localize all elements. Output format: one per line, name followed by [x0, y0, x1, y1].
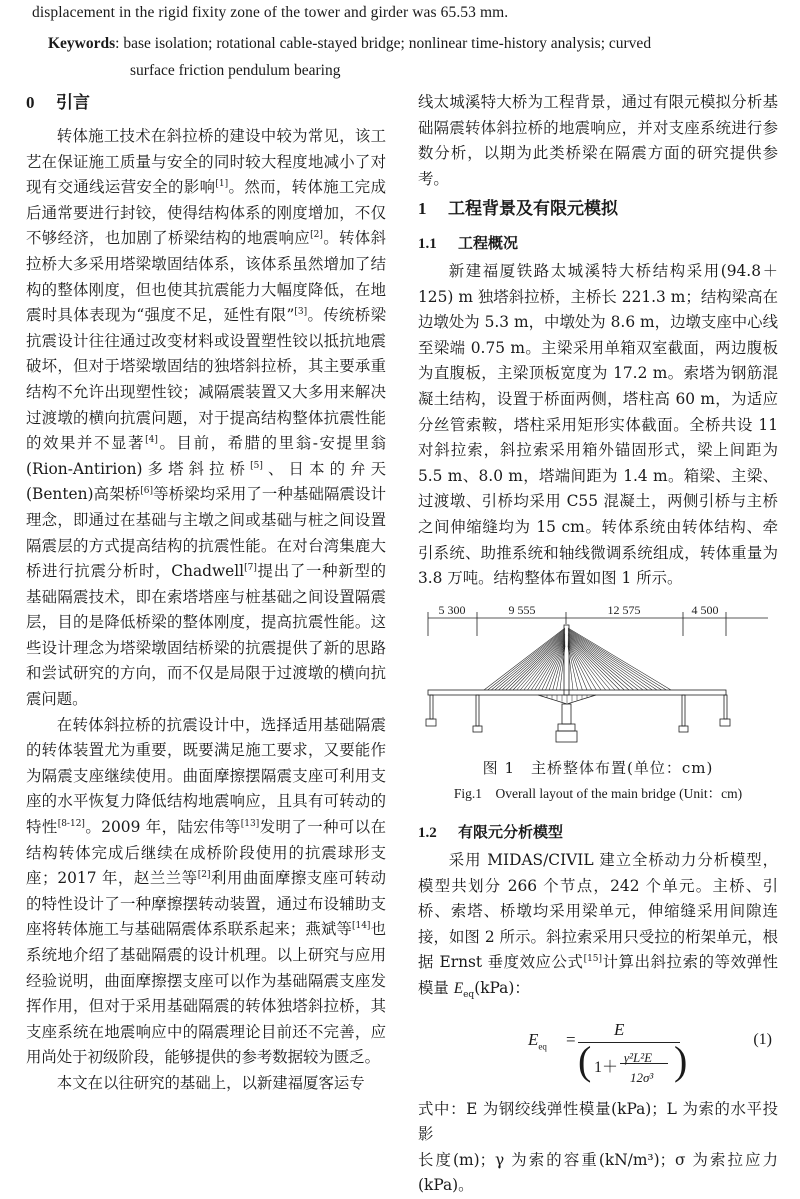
keywords-sep: :: [115, 35, 120, 52]
side-pier: [430, 695, 433, 719]
dimension-label: 12 575: [607, 602, 641, 617]
left-column: [26, 90, 386, 1097]
subsection-1-1-heading: [418, 230, 778, 257]
stay-cable: [568, 631, 652, 690]
subsection-1-2-heading: [418, 819, 778, 846]
transition-pier: [682, 695, 685, 726]
diaphragm-ticks: [542, 695, 592, 703]
where-line-1: 式中：E 为钢绞线弹性模量(kPa)；L 为索的水平投影: [418, 1099, 778, 1144]
citation: [8-12]: [57, 818, 85, 829]
pier-cap: [558, 724, 575, 731]
section-number: 1: [418, 199, 427, 218]
subsection-title: 有限元分析模型: [458, 822, 564, 841]
text-run: 采用 MIDAS/CIVIL 建立全桥动力分析模型，模型共划分 266 个节点，242 个单元。主桥、引桥、索塔、桥墩均采用梁单元，伸缩缝采用间隙连接，如图 2 所示。斜拉索采用只受拉的桁架单元，根据 Ernst 垂度效应公式: [418, 850, 778, 972]
citation: [3]: [294, 307, 308, 318]
fraction-bar: [578, 1042, 680, 1043]
text-run: 等桥梁均采用了一种基础隔震设计理念，即通过在基础与主墩之间或基础与桩之间设置隔震层的方式提高结构的抗震性能。在对台湾集鹿大桥进行抗震分析时，Chadwell: [26, 485, 386, 581]
section-title: 工程背景及有限元模拟: [448, 199, 618, 219]
formula-equals: =: [566, 1029, 576, 1049]
stay-cable: [568, 632, 648, 690]
stay-cable: [513, 635, 565, 690]
left-paren: (: [578, 1037, 592, 1083]
main-foundation: [556, 731, 577, 742]
figure-1-bridge-layout: [418, 602, 788, 752]
citation: [4]: [145, 435, 158, 445]
dimension-label: 9 555: [508, 602, 536, 617]
right-column: [418, 196, 778, 1199]
stay-cable: [568, 636, 624, 689]
subsection-title: 工程概况: [458, 234, 519, 252]
right-paren: ): [674, 1037, 688, 1083]
subsection-number: 1.1: [418, 236, 437, 252]
pier-footing: [679, 726, 688, 732]
inner-denominator: 12σ³: [630, 1069, 654, 1085]
transition-pier: [476, 695, 479, 726]
text-run: 。传统桥梁抗震设计往往通过改变材料或设置塑性铰以抵抗地震破坏，但对于塔梁墩固结的独塔斜拉桥，其主要承重结构不允许出现塑性铰；减隔震装置又大多用来解决过渡墩的横向抗震问题，对于提高结构整体抗震性能的效果并不显著: [26, 306, 386, 453]
citation: [7]: [244, 562, 257, 573]
intro-paragraph-1: [26, 124, 386, 713]
figure-1-caption-cn: 图 1 主桥整体布置(单位：cm): [482, 758, 714, 777]
text-run: 也系统地介绍了基础隔震的设计机理。以上研究与应用经验说明，曲面摩擦摆支座可以作为基础隔震支座发挥作用，但对于采用基础隔震的转体独塔斜拉桥，其支座系统在地震响应中的隔震理论目前还不完善，应用尚处于初级阶段，能够提供的参考数据较为匮乏。: [26, 920, 386, 1067]
equation-number: (1): [753, 1030, 772, 1048]
pier-footing: [720, 719, 730, 726]
text-run: 。目前，希腊的里翁-安提里翁(Rion-Antirion)多塔斜拉桥: [26, 434, 386, 478]
subsection-number: 1.2: [418, 824, 437, 841]
intro-paragraph-2: [26, 713, 386, 1071]
keywords: [48, 30, 778, 84]
formula-lhs: $E_{eq}$: [528, 1029, 547, 1051]
text-run: 在转体斜拉桥的抗震设计中，选择适用基础隔震的转体装置尤为重要，既要满足施工要求，又要能作为隔震支座继续使用。曲面摩擦摆隔震支座可利用支座的水平恢复力降低结构地震响应，且具有可转动的特性: [26, 715, 386, 837]
citation: [14]: [351, 921, 371, 932]
text-run: 、日本的弁天(Benten)高架桥: [26, 459, 386, 504]
project-overview-paragraph: 新建福厦铁路太城溪特大桥结构采用(94.8＋125) m 独塔斜拉桥，主桥长 221.3 m；结构梁高在边墩处为 5.3 m，中墩处为 8.6 m，边墩支座中心线至梁端 0.75 m。主梁采用单箱双室截面，两边腹板为直腹板，主梁顶板宽度为 17.2 m。索塔为钢筋混凝土结构，设置于桥面两侧，塔柱高 60 m，为适应分丝管索鞍，塔柱采用矩形实体截面。全桥共设 11 对斜拉索，斜拉索采用箱外锚固形式，梁上间距为5.5 m、8.0 m，塔端间距为 1.4 m。箱梁、主梁、过渡墩、引桥均采用 C55 混凝土，两侧引桥与主桥之间伸缩缝均为 15 cm。转体系统由转体结构、牵引系统、助推系统和轴线微调系统组成，转体重量为 3.8 万吨。结构整体布置如图 1 所示。: [418, 262, 778, 588]
citation: [1]: [215, 179, 229, 190]
text-run: (kPa)：: [474, 978, 530, 997]
formula-numerator: E: [614, 1019, 625, 1039]
equation-1: [418, 1015, 778, 1095]
keywords-line1: base isolation; rotational cable-stayed bridge; nonlinear time-history analysis; curved: [123, 35, 652, 52]
text-run: 计算出斜拉索的等效弹性模量: [418, 953, 778, 997]
citation: [2]: [310, 230, 323, 241]
bridge-deck: [428, 690, 726, 695]
inner-numerator: γ²L²E: [624, 1049, 653, 1065]
pier-footing: [473, 726, 482, 732]
stay-cable: [506, 633, 565, 690]
text-run: 转体施工技术在斜拉桥的建设中较为常见，该工艺在保证施工质量与安全的同时较大程度地减小了对现有交通线运营安全的影响: [26, 127, 386, 197]
where-line-2: 长度(m)；γ 为索的容重(kN/m³)；σ 为索拉应力(kPa)。: [418, 1150, 778, 1195]
eeq-subscript: eq: [463, 989, 475, 1000]
keywords-line2: surface friction pendulum bearing: [130, 62, 341, 79]
eeq-symbol: E: [453, 979, 464, 997]
citation: [5]: [250, 460, 263, 471]
text-run: 。2009 年，陆宏伟等: [84, 818, 241, 837]
intro-paragraph-3-continued: 线太城溪特大桥为工程背景，通过有限元模拟分析基础隔震转体斜拉桥的地震响应，并对支座系统进行参数分析，以期为此类桥梁在隔震方面的研究提供参考。: [418, 93, 778, 188]
keywords-label: Keywords: [48, 35, 116, 52]
side-pier: [724, 695, 727, 719]
text-run: 。然而，转体施工完成后通常要进行封铰，使得结构体系的刚度增加，不仅不够经济，也加剧了桥梁结构的地震响应: [26, 178, 386, 248]
text-run: 提出了一种新型的基础隔震技术，即在索塔塔座与桩基础之间设置隔震层，目的是降低桥梁的整体刚度，提高抗震性能。这些设计理念为塔梁墩固结桥梁的抗震提供了新的思路和尝试研究的方向，而不仅是局限于过渡墩的横向抗震问题。: [26, 562, 386, 709]
citation: [2]: [197, 870, 211, 881]
stay-cable: [509, 634, 565, 690]
figure-1-caption-en: Fig.1 Overall layout of the main bridge (Unit：cm): [453, 786, 743, 802]
abstract-tail: displacement in the rigid fixity zone of the tower and girder was 65.53 mm.: [32, 4, 509, 21]
section-title: 引言: [56, 93, 90, 113]
citation: [13]: [240, 818, 260, 829]
fe-model-paragraph: [418, 848, 778, 1009]
section-1-heading: [418, 196, 778, 222]
dimension-label: 4 500: [691, 602, 719, 617]
stay-cables: [484, 628, 671, 690]
inner-fraction-bar: [620, 1063, 668, 1064]
intro-paragraph-3: 本文在以往研究的基础上，以新建福厦客运专: [56, 1073, 365, 1092]
stay-cable: [531, 639, 565, 690]
right-column-top: [418, 90, 778, 192]
section-number: 0: [26, 93, 35, 112]
stay-cable: [568, 641, 601, 690]
text-run: 。转体斜拉桥大多采用塔梁墩固结体系，该体系虽然增加了结构的整体刚度，但也使其抗震能力大幅度降低，在地震时具体表现为“强度不足，延性有限”: [26, 229, 386, 325]
stay-cable: [568, 633, 643, 690]
dimension-label: 5 300: [438, 602, 466, 617]
main-pier: [562, 704, 571, 724]
bridge-layout-diagram: [418, 602, 788, 752]
section-0-heading: [26, 90, 386, 116]
pier-footing: [426, 719, 436, 726]
formula-one-plus: 1＋: [594, 1058, 619, 1076]
text-run: 发明了一种可以在结构转体完成后继续在成桥阶段使用的抗震球形支座；2017 年，赵兰兰等: [26, 818, 386, 888]
text-run: 利用曲面摩擦支座可转动的特性设计了一种摩擦摆转动装置，通过布设辅助支座将转体施工与基础隔震体系联系起来；燕斌等: [26, 869, 386, 939]
citation: [15]: [583, 954, 603, 965]
citation: [6]: [140, 486, 154, 497]
